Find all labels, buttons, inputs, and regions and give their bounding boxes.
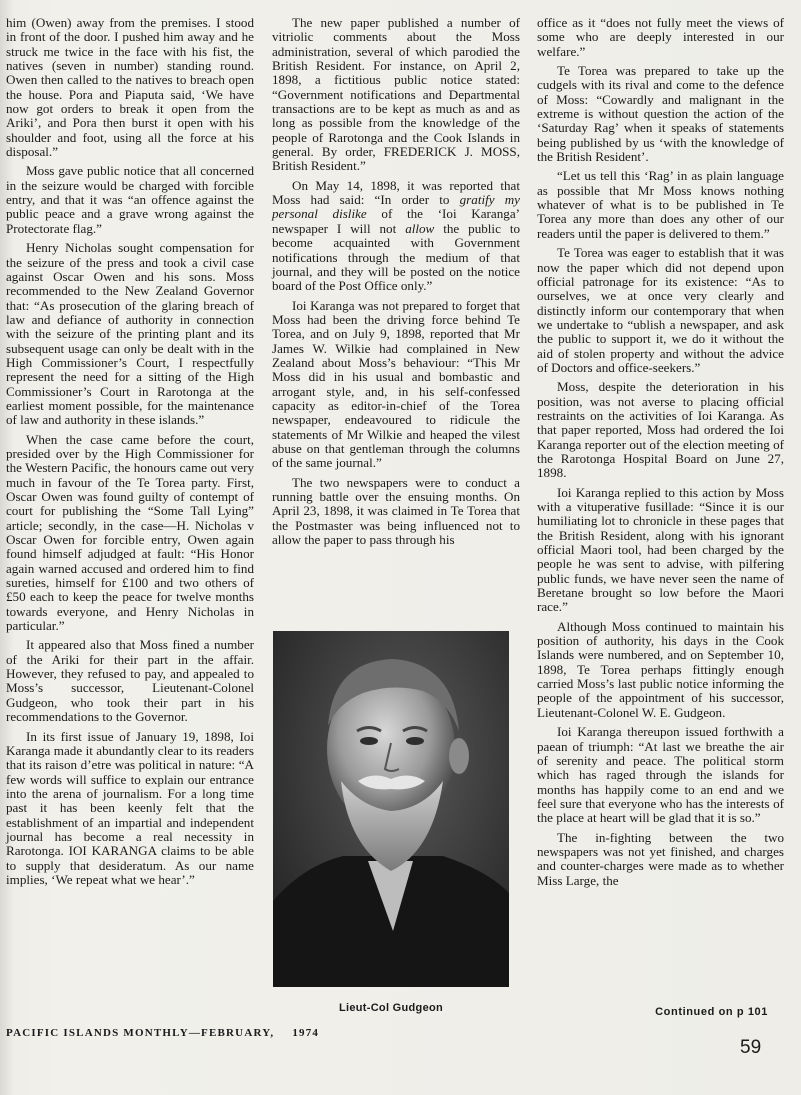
- paragraph: Ioi Karanga thereupon issued forthwith a paean of triumph: “At last we breathe the air of serenity and peace. The political storm which has raged through the islands for months has happily come to an end and we feel sure that everyone who has the interests of the place at heart will be glad that it is so.”: [537, 724, 784, 826]
- article-column-3: [537, 16, 784, 888]
- running-footer: [6, 1027, 319, 1039]
- portrait-photo: [273, 631, 509, 987]
- paragraph: The in-fighting between the two newspapers was not yet finished, and charges and counter-charges were made as to whether Miss Large, the: [537, 829, 784, 888]
- article-column-1: [6, 16, 254, 887]
- paragraph: him (Owen) away from the premises. I stood in front of the door. I pushed him away and he struck me twice in the face with his fist, the natives (seven in number) standing round. Owen then called to the natives to breach open the house. Pora and Piaputa said, ‘We have now got orders to break it open from the Ariki’, and Pora then burst it open with his shoulder and foot, using all the force at his disposal.”: [6, 15, 254, 160]
- text-run: On May 14, 1898, it was reported that Moss had said: “In order to: [272, 177, 520, 208]
- publication-year: 1974: [292, 1027, 320, 1039]
- portrait-image: [273, 631, 509, 987]
- paragraph: Ioi Karanga replied to this action by Moss with a vituperative fusillade: “Since it is our humiliating lot to chronicle in these pages that the British Resident, along with his ignorant official Maori tool, had been charged by the people he was sent to advise, with pilfering public funds, we have never seen the name of Beretane brought so low before the Maori race.”: [537, 484, 784, 615]
- publication-name: PACIFIC ISLANDS MONTHLY—FEBRUARY,: [6, 1027, 275, 1039]
- paragraph: It appeared also that Moss fined a number of the Ariki for their part in the affair. However, they refused to pay, and appealed to Moss’s successor, Lieutenant-Colonel Gudgeon, who took their part in his recommendations to the Governor.: [6, 637, 254, 725]
- paragraph: [272, 179, 520, 294]
- text-run: of the ‘Ioi Karanga’ newspaper I will not: [272, 206, 520, 236]
- text-run: the public to become acquainted with Government notifications through the medium of that journal, and they will be posted on the notice board of the Post Office only.”: [272, 220, 521, 294]
- paragraph: Moss gave public notice that all concerned in the seizure would be charged with forcible entry, and that it was “an offence against the public peace and a grave wrong against the Protectorate flag.”: [6, 163, 254, 236]
- paragraph: Although Moss continued to maintain his position of authority, his days in the Cook Islands were numbered, and on September 10, 1898, Te Torea perhaps fittingly enough carried Moss’s last public notice informing the people of the appointment of his successor, Lieutenant-Colonel W. E. Gudgeon.: [537, 618, 784, 720]
- paragraph: Henry Nicholas sought compensation for the seizure of the press and took a civil case against Oscar Owen and his sons. Moss recommended to the New Zealand Governor that: “As prosecution of the glaring breach of law and defiance of authority in connection with the seizure of the printing plant and its subsequent usage can only be dealt with in the High Commissioner’s Court, I respectfully represent the need for a sitting of the High Commissioner’s Court in Rarotonga at the earliest moment possible, for the maintenance of law and authority in these islands.”: [6, 240, 254, 428]
- photo-caption: Lieut-Col Gudgeon: [338, 1002, 444, 1014]
- paragraph: Te Torea was prepared to take up the cudgels with its rival and come to the defence of Moss: “Cowardly and malignant in the extreme is without question the action of the ‘Saturday Rag’ when it speaks of statements being published by us ‘with the knowledge of the British Resident’.: [537, 63, 784, 165]
- article-column-2: [272, 16, 520, 547]
- paragraph: When the case came before the court, presided over by the High Commissioner for the Western Pacific, the honours came out very much in favour of the Te Torea party. First, Oscar Owen was found guilty of contempt of court for publishing the “Some Tall Lying” article; secondly, in the case—H. Nicholas v Oscar Owen for forcible entry, Owen again found himself adjudged at fault: “His Honor again warned accused and ordered him to find sureties, himself for £100 and two others of £50 each to keep the peace for twelve months towards everyone, and Henry Nicholas in particular.”: [6, 431, 254, 634]
- paragraph: Moss, despite the deterioration in his position, was not averse to placing official restraints on the activities of Ioi Karanga. As that paper reported, Moss had ordered the Ioi Karanga reporter out of the election meeting of the Rarotonga Hospital Board on June 27, 1898.: [537, 379, 784, 481]
- emphasis-text: allow: [405, 220, 435, 236]
- paragraph: In its first issue of January 19, 1898, Ioi Karanga made it abundantly clear to its readers that its raison d’etre was political in nature: “A few words will suffice to explain our entrance into the arena of journalism. For a long time past it has been keenly felt that the establishment of an impartial and independent journal has become a real necessity in Rarotonga. IOI KARANGA claims to be able to supply that desideratum. As our name implies, ‘We repeat what we hear’.”: [6, 728, 254, 887]
- paragraph: The new paper published a number of vitriolic comments about the Moss administration, several of which parodied the British Resident. For instance, on April 2, 1898, a fictitious public notice stated: “Government notifications and Departmental transactions are to be kept as much as and as long as possible from the knowledge of the people of Rarotonga and the Cook Islands in general. By order, FREDERICK J. MOSS, British Resident.”: [272, 15, 520, 174]
- page-number: 59: [740, 1037, 762, 1058]
- paragraph: “Let us tell this ‘Rag’ in as plain language as possible that Mr Moss knows nothing whatever of what is to be published in Te Torea any more than does any other of our readers until the paper is delivered to them.”: [537, 168, 784, 241]
- paragraph: The two newspapers were to conduct a running battle over the ensuing months. On April 23, 1898, it was claimed in Te Torea that the Postmaster was being influenced not to allow the paper to pass through his: [272, 474, 520, 548]
- continued-note: Continued on p 101: [655, 1006, 768, 1018]
- paragraph: Te Torea was eager to establish that it was now the paper which did not depend upon official patronage for its existence: “As to ourselves, we at once very clearly and distinctly inform our contemporary that when we undertake to “ublish a newspaper, and ask the public to support it, we do it without the aid of stolen property and without the advice of Doctors and office-seekers.”: [537, 245, 784, 375]
- emphasis-text: gratify my personal dislike: [272, 192, 520, 222]
- paragraph: office as it “does not fully meet the views of some who are deeply interested in our welfare.”: [537, 15, 784, 59]
- paragraph: Ioi Karanga was not prepared to forget that Moss had been the driving force behind Te Torea, and on July 9, 1898, reported that Mr James W. Wilkie had complained in New Zealand about Moss’s behaviour: “This Mr Moss did in his usual and bombastic and arrogant style, and, in his self-confessed capacity as editor-in-chief of the Torea newspaper, endeavoured to ridicule the statements of Mr Wilkie and heaped the vilest abuse on that gentleman through the columns of the same journal.”: [272, 297, 520, 471]
